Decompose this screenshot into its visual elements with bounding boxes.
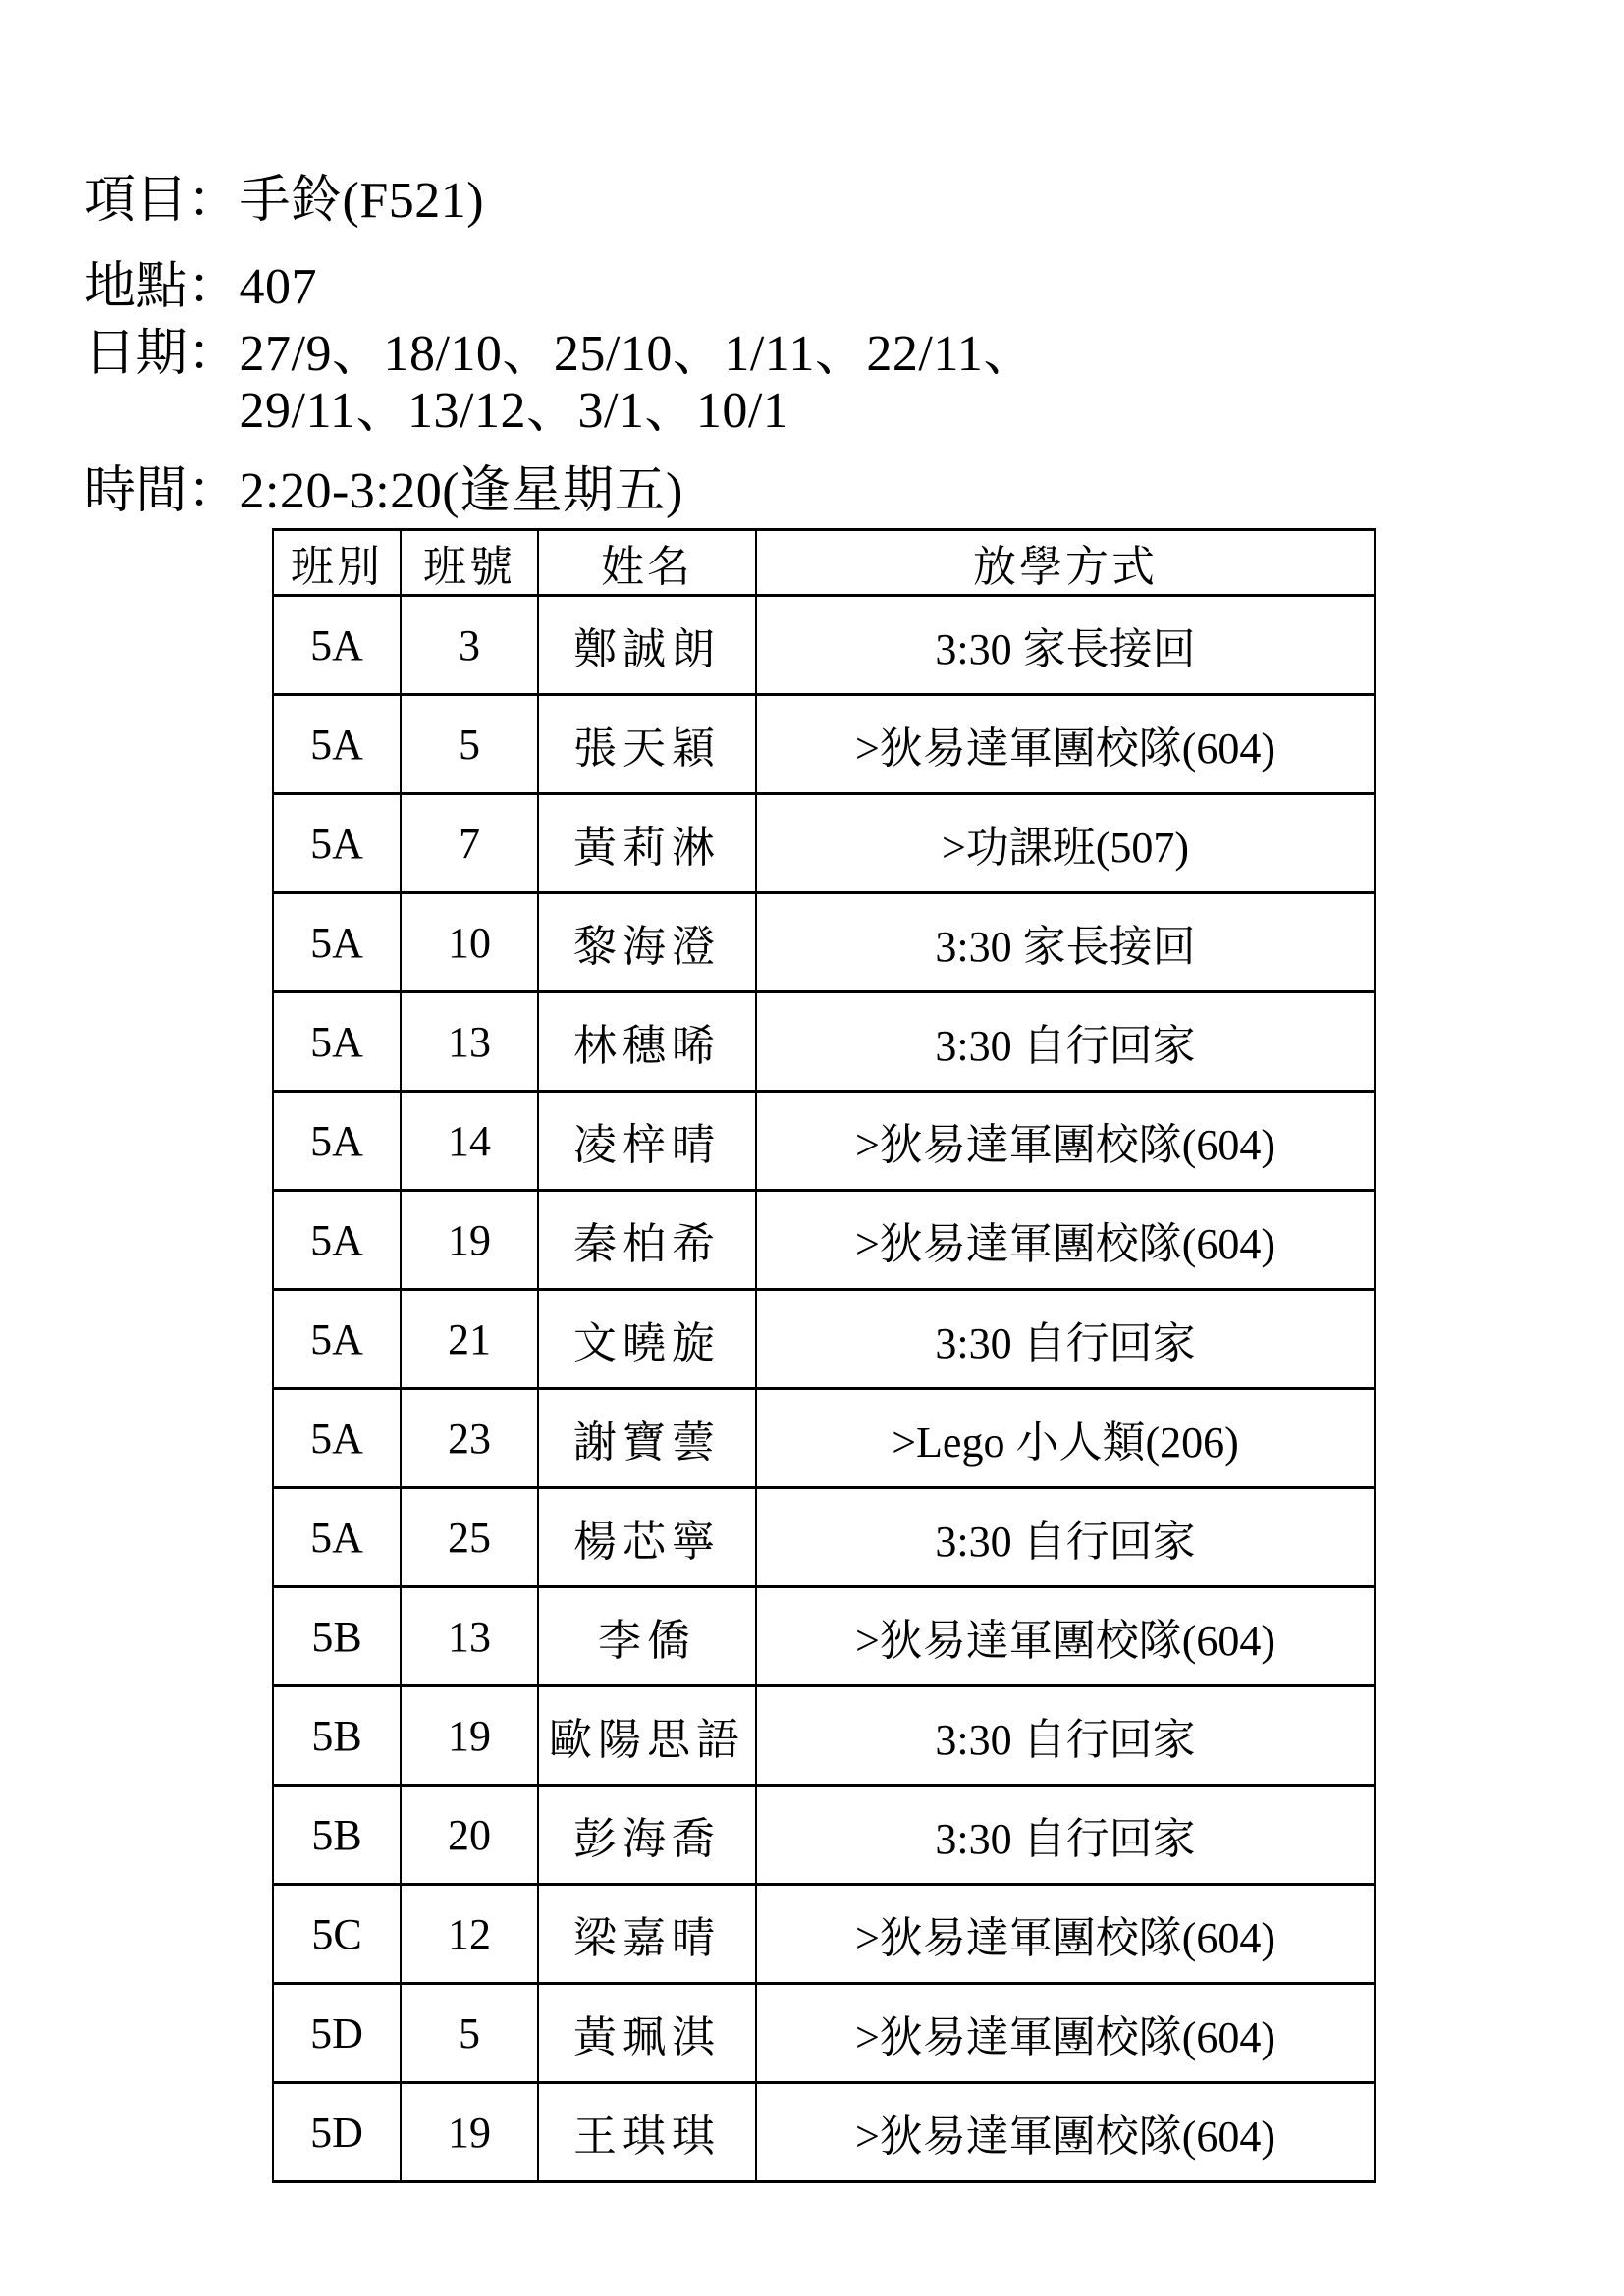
cell-number: 19 bbox=[401, 1191, 538, 1290]
cell-class: 5C bbox=[273, 1885, 401, 1984]
activity-item-value: 手鈴(F521) bbox=[239, 173, 485, 229]
activity-item-label: 項目： bbox=[84, 173, 240, 229]
cell-number: 5 bbox=[401, 695, 538, 794]
table-row bbox=[273, 1389, 1375, 1488]
cell-class: 5B bbox=[273, 1786, 401, 1885]
location-label: 地點： bbox=[84, 259, 240, 315]
cell-class: 5A bbox=[273, 794, 401, 893]
cell-number: 13 bbox=[401, 992, 538, 1092]
date-line-2 bbox=[84, 383, 788, 439]
cell-class: 5A bbox=[273, 1092, 401, 1191]
cell-dismissal: 3:30 家長接回 bbox=[756, 596, 1375, 695]
cell-class: 5D bbox=[273, 2083, 401, 2182]
cell-dismissal: >狄易達軍團校隊(604) bbox=[756, 1092, 1375, 1191]
cell-class: 5A bbox=[273, 1191, 401, 1290]
cell-number: 20 bbox=[401, 1786, 538, 1885]
table-row bbox=[273, 992, 1375, 1092]
table-body bbox=[273, 596, 1375, 2182]
table-row bbox=[273, 1488, 1375, 1587]
cell-name: 張天穎 bbox=[538, 695, 756, 794]
date-value-line1: 27/9、18/10、25/10、1/11、22/11、 bbox=[239, 326, 1035, 382]
cell-name: 歐陽思語 bbox=[538, 1686, 756, 1786]
cell-number: 14 bbox=[401, 1092, 538, 1191]
column-header-dismissal: 放學方式 bbox=[756, 530, 1375, 596]
cell-number: 12 bbox=[401, 1885, 538, 1984]
cell-dismissal: >狄易達軍團校隊(604) bbox=[756, 1984, 1375, 2083]
cell-class: 5D bbox=[273, 1984, 401, 2083]
table-row bbox=[273, 2083, 1375, 2182]
cell-dismissal: >功課班(507) bbox=[756, 794, 1375, 893]
time-line bbox=[84, 463, 683, 519]
cell-dismissal: >狄易達軍團校隊(604) bbox=[756, 1885, 1375, 1984]
cell-name: 文曉旋 bbox=[538, 1290, 756, 1389]
cell-number: 23 bbox=[401, 1389, 538, 1488]
cell-name: 黃莉淋 bbox=[538, 794, 756, 893]
date-value-line2: 29/11、13/12、3/1、10/1 bbox=[239, 383, 789, 439]
cell-class: 5A bbox=[273, 992, 401, 1092]
table-row bbox=[273, 1984, 1375, 2083]
cell-class: 5B bbox=[273, 1686, 401, 1786]
cell-name: 黃珮淇 bbox=[538, 1984, 756, 2083]
cell-name: 秦柏希 bbox=[538, 1191, 756, 1290]
column-header-name: 姓名 bbox=[538, 530, 756, 596]
table-row bbox=[273, 1786, 1375, 1885]
cell-number: 13 bbox=[401, 1587, 538, 1686]
cell-name: 鄭誠朗 bbox=[538, 596, 756, 695]
table-row bbox=[273, 1191, 1375, 1290]
table-row bbox=[273, 794, 1375, 893]
cell-dismissal: >狄易達軍團校隊(604) bbox=[756, 695, 1375, 794]
cell-dismissal: >狄易達軍團校隊(604) bbox=[756, 1191, 1375, 1290]
table-row bbox=[273, 596, 1375, 695]
table-header bbox=[273, 530, 1375, 596]
table-row bbox=[273, 1587, 1375, 1686]
cell-name: 黎海澄 bbox=[538, 893, 756, 992]
cell-class: 5A bbox=[273, 695, 401, 794]
cell-dismissal: >狄易達軍團校隊(604) bbox=[756, 2083, 1375, 2182]
location-line bbox=[84, 259, 317, 315]
location-value: 407 bbox=[239, 259, 318, 315]
table-header-row bbox=[273, 530, 1375, 596]
cell-class: 5A bbox=[273, 1488, 401, 1587]
cell-number: 25 bbox=[401, 1488, 538, 1587]
cell-dismissal: 3:30 家長接回 bbox=[756, 893, 1375, 992]
activity-item-line bbox=[84, 173, 484, 229]
table-row bbox=[273, 893, 1375, 992]
cell-name: 李僑 bbox=[538, 1587, 756, 1686]
cell-number: 19 bbox=[401, 2083, 538, 2182]
cell-class: 5A bbox=[273, 1290, 401, 1389]
cell-class: 5B bbox=[273, 1587, 401, 1686]
cell-class: 5A bbox=[273, 1389, 401, 1488]
time-label: 時間： bbox=[84, 463, 240, 519]
cell-number: 7 bbox=[401, 794, 538, 893]
date-label: 日期： bbox=[84, 326, 240, 382]
table-row bbox=[273, 695, 1375, 794]
column-header-class: 班別 bbox=[273, 530, 401, 596]
cell-number: 21 bbox=[401, 1290, 538, 1389]
cell-class: 5A bbox=[273, 893, 401, 992]
cell-number: 5 bbox=[401, 1984, 538, 2083]
cell-dismissal: 3:30 自行回家 bbox=[756, 1290, 1375, 1389]
cell-number: 10 bbox=[401, 893, 538, 992]
cell-name: 林穗晞 bbox=[538, 992, 756, 1092]
time-value: 2:20-3:20(逢星期五) bbox=[239, 463, 683, 519]
cell-dismissal: 3:30 自行回家 bbox=[756, 1686, 1375, 1786]
cell-class: 5A bbox=[273, 596, 401, 695]
cell-name: 梁嘉晴 bbox=[538, 1885, 756, 1984]
table-row bbox=[273, 1290, 1375, 1389]
cell-dismissal: 3:30 自行回家 bbox=[756, 992, 1375, 1092]
cell-dismissal: 3:30 自行回家 bbox=[756, 1786, 1375, 1885]
cell-dismissal: 3:30 自行回家 bbox=[756, 1488, 1375, 1587]
cell-name: 凌梓晴 bbox=[538, 1092, 756, 1191]
cell-number: 3 bbox=[401, 596, 538, 695]
dismissal-roster-table bbox=[272, 528, 1376, 2183]
cell-name: 楊芯寧 bbox=[538, 1488, 756, 1587]
table-row bbox=[273, 1885, 1375, 1984]
cell-dismissal: >狄易達軍團校隊(604) bbox=[756, 1587, 1375, 1686]
date-line-1 bbox=[84, 326, 1035, 382]
cell-name: 王琪琪 bbox=[538, 2083, 756, 2182]
cell-name: 彭海喬 bbox=[538, 1786, 756, 1885]
cell-name: 謝寶蕓 bbox=[538, 1389, 756, 1488]
table-row bbox=[273, 1092, 1375, 1191]
cell-dismissal: >Lego 小人類(206) bbox=[756, 1389, 1375, 1488]
table-row bbox=[273, 1686, 1375, 1786]
cell-number: 19 bbox=[401, 1686, 538, 1786]
column-header-number: 班號 bbox=[401, 530, 538, 596]
